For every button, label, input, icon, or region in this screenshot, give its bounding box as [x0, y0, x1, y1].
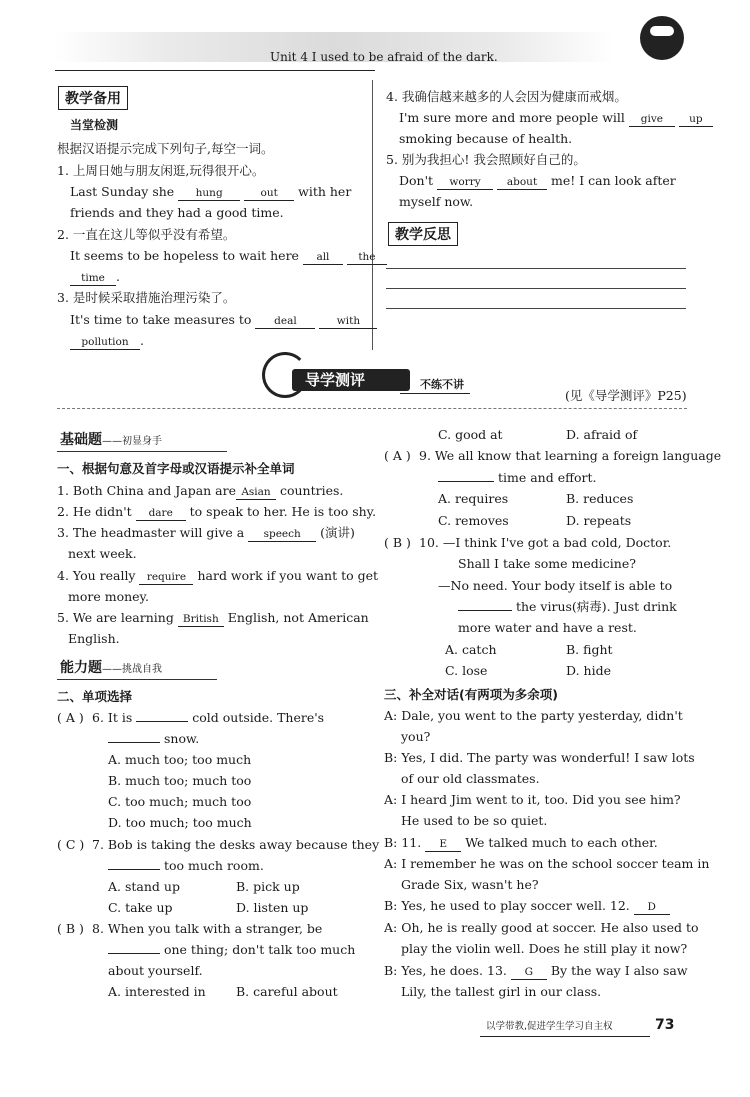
dialog-8b: Lily, the tallest girl in our class.	[401, 984, 602, 999]
q3-chinese: 3. 是时候采取措施治理污染了。	[57, 290, 236, 305]
banner-dotted-rule	[57, 408, 687, 409]
q10-line-2: Shall I take some medicine?	[458, 556, 636, 571]
q1-answer-2: out	[244, 186, 294, 201]
dialog-2: B: Yes, I did. The party was wonderful! I saw lots	[384, 750, 695, 765]
q5-answer-1: worry	[437, 175, 493, 190]
q8-line-3: about yourself.	[108, 963, 203, 978]
q2-answer-3: time	[70, 271, 116, 286]
q7-line-2: too much room.	[108, 857, 264, 875]
q7-option-c: C. take up	[108, 900, 173, 915]
q6-line-2: snow.	[108, 730, 199, 748]
q2-answer-1: all	[303, 250, 343, 265]
b1-answer: Asian	[236, 485, 276, 500]
dialog-7: A: Oh, he is really good at soccer. He also used to	[384, 920, 699, 935]
header-rule	[55, 70, 375, 71]
q2-line-2: time .	[70, 268, 120, 286]
in-class-test-label: 当堂检测	[70, 118, 119, 132]
b3-answer: speech	[248, 527, 316, 542]
footer-rule	[480, 1036, 650, 1037]
reflection-line-3	[386, 308, 686, 309]
q7-mark: ( C )	[57, 837, 85, 852]
q3-line-2: pollution .	[70, 332, 144, 350]
dialog-6: B: Yes, he used to play soccer well. 12. D	[384, 897, 670, 915]
b2-line: 2. He didn't dare to speak to her. He is too shy.	[57, 504, 377, 519]
q5-answer-2: about	[497, 175, 547, 190]
q5-line: Don't worry about me! I can look after	[399, 173, 676, 188]
q6-mark: ( A )	[57, 710, 84, 725]
q4-chinese: 4. 我确信越来越多的人会因为健康而戒烟。	[386, 89, 627, 104]
dialog-answer-11: E	[425, 837, 461, 852]
q7-option-a: A. stand up	[108, 879, 180, 894]
ability-underline	[57, 679, 217, 680]
q6-option-c: C. too much; much too	[108, 794, 252, 809]
q10-option-a: A. catch	[445, 642, 497, 657]
b3-line: 3. The headmaster will give a speech (演讲)	[57, 525, 355, 540]
b5-line: 5. We are learning British English, not American	[57, 610, 369, 625]
dialog-5: A: I remember he was on the school soccer team in	[384, 856, 710, 871]
b5-line-2: English.	[68, 631, 120, 646]
dialog-3b: He used to be so quiet.	[401, 813, 548, 828]
q7-line: 7. Bob is taking the desks away because they	[92, 837, 380, 852]
b4-line: 4. You really require hard work if you want to get	[57, 568, 379, 583]
banner-tag: 不练不讲	[420, 378, 464, 391]
teaching-reflection-heading: 教学反思	[388, 222, 458, 246]
q8-option-a: A. interested in	[108, 984, 206, 999]
b3-line-2: next week.	[68, 546, 137, 561]
footer-slogan: 以学带教,促进学生学习自主权	[486, 1021, 613, 1032]
part3-heading: 三、补全对话(有两项为多余项)	[384, 687, 558, 702]
q2-line: It seems to be hopeless to wait here all the	[70, 247, 387, 265]
q10-option-b: B. fight	[566, 642, 613, 657]
q10-mark: ( B )	[384, 535, 411, 550]
dialog-3: A: I heard Jim went to it, too. Did you see him?	[384, 792, 681, 807]
q9-option-b: B. reduces	[566, 491, 634, 506]
dialog-7b: play the violin well. Does he still play it now?	[401, 941, 688, 956]
q9-option-a: A. requires	[438, 491, 509, 506]
banner-rule	[400, 393, 470, 394]
dialog-8: B: Yes, he does. 13. G By the way I also saw	[384, 963, 688, 978]
b5-answer: British	[178, 612, 224, 627]
part2-heading: 二、单项选择	[57, 689, 133, 704]
teaching-reserve-heading: 教学备用	[58, 86, 128, 110]
q10-option-c: C. lose	[445, 663, 488, 678]
q4-line-2: smoking because of health.	[399, 131, 573, 146]
q10-line: 10. —I think I've got a bad cold, Doctor.	[419, 535, 672, 550]
dialog-1b: you?	[401, 729, 431, 744]
q6-option-a: A. much too; too much	[108, 752, 252, 767]
q6-line: 6. It is cold outside. There's	[92, 710, 325, 725]
mascot-eyes-icon	[650, 26, 674, 36]
q9-line-2: time and effort.	[438, 469, 596, 487]
q7-option-d: D. listen up	[236, 900, 309, 915]
unit-title: Unit 4 I used to be afraid of the dark.	[270, 50, 498, 64]
q9-line: 9. We all know that learning a foreign language	[419, 448, 722, 463]
q1-chinese: 1. 上周日她与朋友闲逛,玩得很开心。	[57, 163, 265, 178]
reflection-line-2	[386, 288, 686, 289]
column-divider	[372, 80, 373, 350]
q3-answer-2: with	[319, 314, 377, 329]
q8-line: 8. When you talk with a stranger, be	[92, 921, 323, 936]
ability-heading: 能力题——挑战自我	[60, 660, 162, 676]
q9-option-d: D. repeats	[566, 513, 632, 528]
q4-answer-2: up	[679, 112, 713, 127]
q1-answer-1: hung	[178, 186, 240, 201]
q10-line-5: more water and have a rest.	[458, 620, 637, 635]
q10-line-3: —No need. Your body itself is able to	[438, 578, 673, 593]
q4-line: I'm sure more and more people will give up	[399, 109, 713, 127]
q6-option-b: B. much too; much too	[108, 773, 252, 788]
dialog-answer-13: G	[511, 965, 547, 980]
dialog-answer-12: D	[634, 900, 670, 915]
q1-line-2: friends and they had a good time.	[70, 205, 284, 220]
dialog-5b: Grade Six, wasn't he?	[401, 877, 539, 892]
q10-option-d: D. hide	[566, 663, 611, 678]
q7-option-b: B. pick up	[236, 879, 300, 894]
q8-option-d: D. afraid of	[566, 427, 638, 442]
q4-answer-1: give	[629, 112, 675, 127]
q8-option-b: B. careful about	[236, 984, 338, 999]
dialog-4: B: 11. E We talked much to each other.	[384, 835, 658, 850]
q6-option-d: D. too much; too much	[108, 815, 252, 830]
q3-answer-3: pollution	[70, 335, 140, 350]
q10-line-4: the virus(病毒). Just drink	[458, 598, 677, 616]
banner-title: 导学测评	[305, 371, 366, 389]
dialog-1: A: Dale, you went to the party yesterday, didn't	[384, 708, 683, 723]
page-number: 73	[655, 1017, 675, 1033]
q9-mark: ( A )	[384, 448, 411, 463]
q5-chinese: 5. 别为我担心! 我会照顾好自己的。	[386, 152, 586, 167]
basic-heading: 基础题——初显身手	[60, 432, 162, 448]
reflection-line-1	[386, 268, 686, 269]
q2-answer-2: the	[347, 250, 387, 265]
q5-line-2: myself now.	[399, 194, 474, 209]
q8-mark: ( B )	[57, 921, 84, 936]
instruction: 根据汉语提示完成下列句子,每空一词。	[57, 141, 274, 156]
mascot-icon	[640, 16, 684, 60]
b1-line: 1. Both China and Japan are Asian countries.	[57, 483, 344, 498]
q3-line: It's time to take measures to deal with	[70, 311, 377, 329]
q9-option-c: C. removes	[438, 513, 509, 528]
q8-option-c: C. good at	[438, 427, 503, 442]
q8-line-2: one thing; don't talk too much	[108, 941, 355, 959]
q3-answer-1: deal	[255, 314, 315, 329]
b4-line-2: more money.	[68, 589, 149, 604]
b4-answer: require	[139, 570, 193, 585]
q2-chinese: 2. 一直在这儿等似乎没有希望。	[57, 227, 236, 242]
dialog-2b: of our old classmates.	[401, 771, 540, 786]
basic-underline	[57, 451, 227, 452]
part1-heading: 一、根据句意及首字母或汉语提示补全单词	[57, 461, 295, 476]
b2-answer: dare	[136, 506, 186, 521]
banner-reference: (见《导学测评》P25)	[565, 388, 687, 403]
q1-line: Last Sunday she hung out with her	[70, 184, 352, 199]
